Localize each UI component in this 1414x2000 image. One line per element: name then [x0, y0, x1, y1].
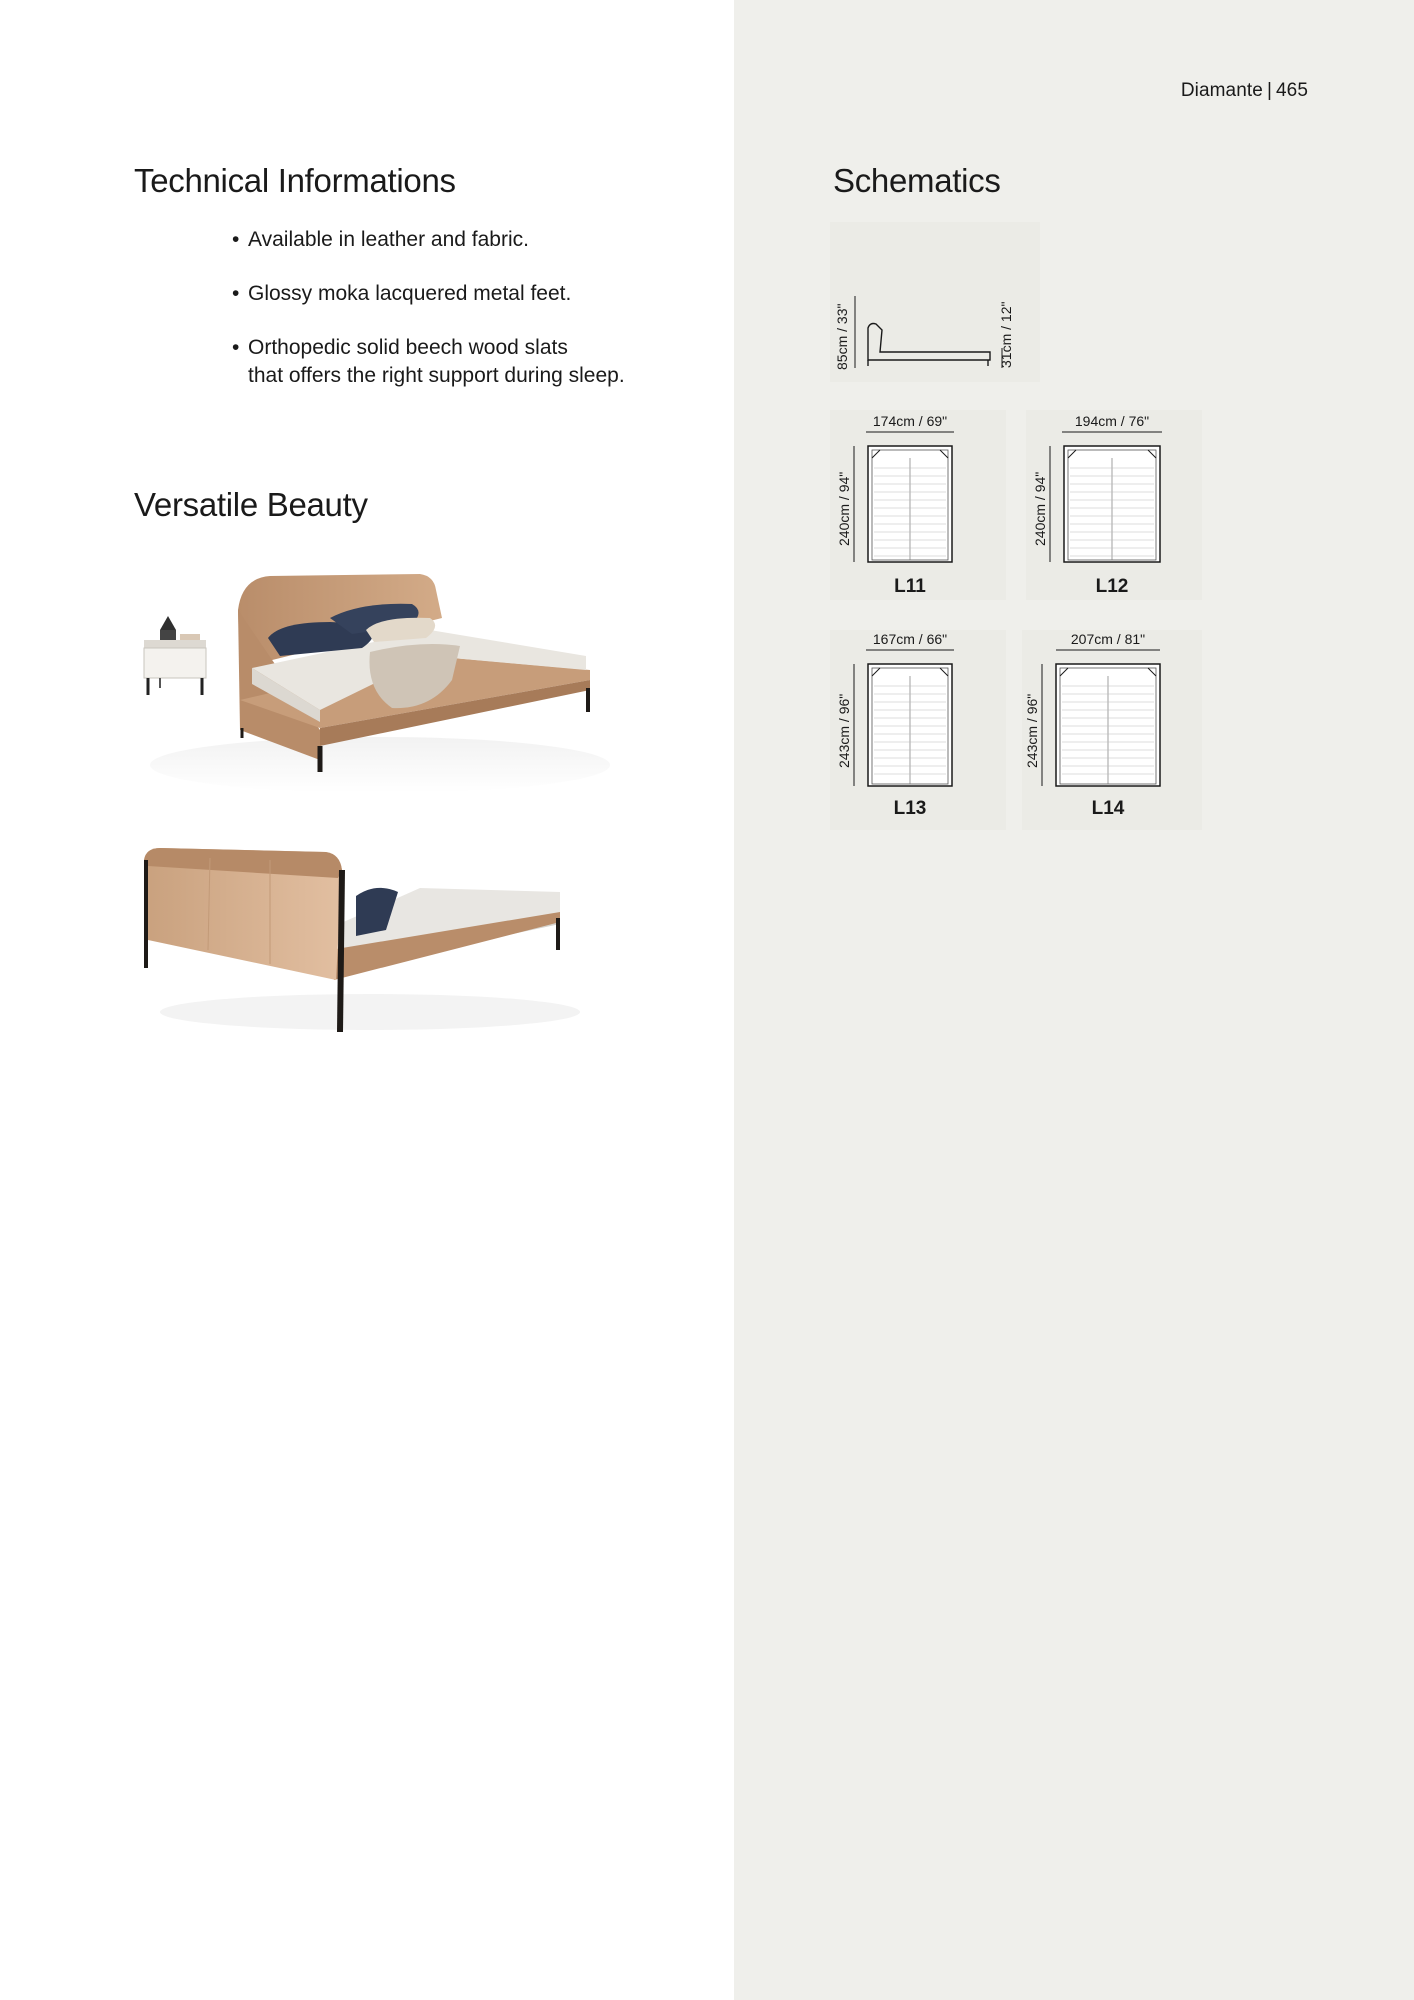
- technical-bullet: • Available in leather and fabric.: [232, 228, 529, 251]
- model-code: L13: [893, 798, 927, 819]
- page-reference: [1181, 80, 1308, 102]
- bullet-text: Available in leather and fabric.: [248, 228, 529, 251]
- model-l14-schematic: [1022, 630, 1202, 830]
- bed-top-view: [1056, 664, 1160, 786]
- model-length-label: 243cm / 96": [836, 693, 852, 768]
- side-height-right-label: 31cm / 12": [998, 301, 1014, 368]
- bed-front-photo: [130, 560, 610, 800]
- bed-top-view: [868, 446, 952, 562]
- bullet-text: Glossy moka lacquered metal feet.: [248, 282, 572, 305]
- schematics-heading: Schematics: [833, 162, 1001, 199]
- versatile-beauty-heading: Versatile Beauty: [134, 486, 368, 523]
- technical-bullet: • Orthopedic solid beech wood slats that offers the right support during sleep.: [232, 336, 625, 387]
- model-width-label: 174cm / 69": [872, 413, 948, 429]
- model-width-label: 167cm / 66": [872, 631, 948, 647]
- model-code: L12: [1095, 576, 1129, 597]
- side-view-schematic: [830, 290, 1040, 370]
- bed-rear-photo: [130, 840, 590, 1040]
- model-l11-schematic: [830, 410, 1006, 600]
- bed-top-view: [1064, 446, 1160, 562]
- model-code: L11: [894, 576, 926, 597]
- bed-profile: [868, 324, 990, 361]
- model-width-label: 207cm / 81": [1070, 631, 1146, 647]
- nightstand: [144, 616, 206, 695]
- technical-informations-heading: Technical Informations: [134, 162, 456, 199]
- collection-name: Diamante: [1180, 80, 1263, 101]
- bullet-text-continued: that offers the right support during sleep.: [248, 364, 625, 387]
- bed-top-view: [868, 664, 952, 786]
- model-code: L14: [1091, 798, 1125, 819]
- model-width-label: 194cm / 76": [1074, 413, 1150, 429]
- model-length-label: 240cm / 94": [1032, 471, 1048, 546]
- technical-bullet-list: [232, 226, 702, 416]
- model-length-label: 240cm / 94": [836, 471, 852, 546]
- side-height-left-label: 85cm / 33": [834, 303, 850, 370]
- model-l12-schematic: [1026, 410, 1202, 600]
- page-number: 465: [1275, 80, 1308, 101]
- technical-bullet: • Glossy moka lacquered metal feet.: [232, 282, 572, 305]
- bullet-text: Orthopedic solid beech wood slats: [248, 336, 568, 359]
- page-separator: |: [1266, 80, 1272, 101]
- model-length-label: 243cm / 96": [1024, 693, 1040, 768]
- model-l13-schematic: [830, 630, 1006, 830]
